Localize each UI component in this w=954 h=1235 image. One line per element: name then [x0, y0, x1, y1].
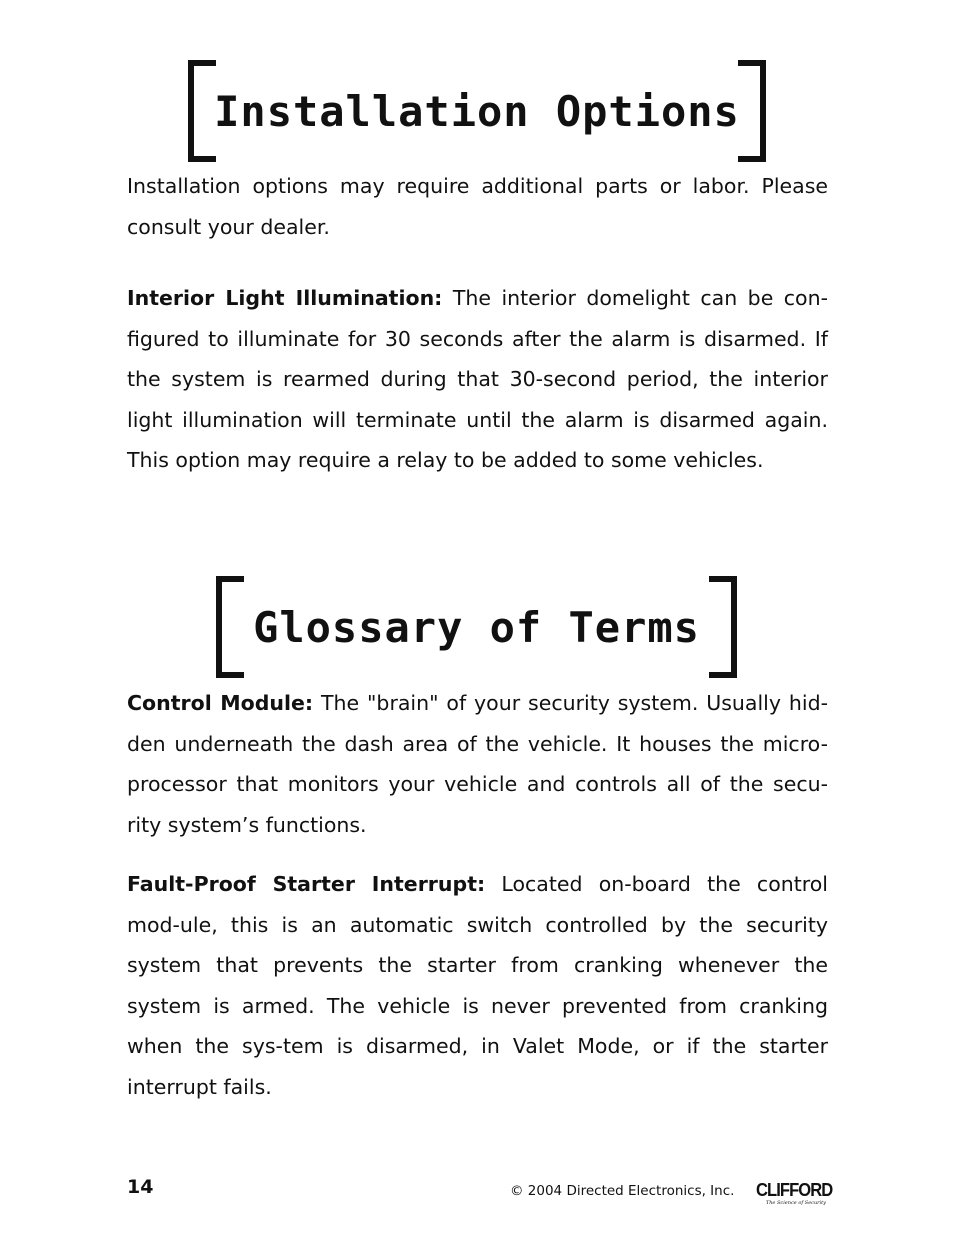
logo-wordmark: CLIFFORD [756, 1180, 833, 1200]
page-number: 14 [127, 1176, 154, 1198]
term-label: Control Module: [127, 691, 314, 715]
left-bracket-decoration [188, 60, 216, 162]
term-paragraph-control-module [127, 683, 828, 845]
heading-title: Glossary of Terms [253, 602, 700, 652]
copyright-notice: © 2004 Directed Electronics, Inc. [510, 1183, 735, 1199]
term-label: Interior Light Illumination: [127, 286, 443, 310]
heading-title: Installation Options [214, 86, 740, 136]
term-description: Located on-board the control mod-ule, this is an automatic switch controlled by the security system that prevents the starter from cranking whenever the system is armed. The vehicle is never prevented from cranking when the sys-tem is disarmed, in Valet Mode, or if the starter interrupt fails. [127, 872, 828, 1099]
clifford-logo [756, 1180, 833, 1210]
term-paragraph-interior-light [127, 278, 828, 481]
intro-paragraph [127, 166, 828, 247]
section-heading-installation-options [188, 60, 766, 162]
right-bracket-decoration [709, 576, 737, 678]
term-description: The "brain" of your security system. Usually hid-den underneath the dash area of the vehicle. It houses the micro-processor that monitors your vehicle and controls all of the secu-rity system’s functions. [127, 691, 828, 837]
section-heading-glossary [216, 576, 737, 678]
logo-tagline: The Science of Security [765, 1200, 826, 1206]
right-bracket-decoration [738, 60, 766, 162]
term-label: Fault-Proof Starter Interrupt: [127, 872, 486, 896]
term-description: The interior domelight can be con-figured to illuminate for 30 seconds after the alarm is disarmed. If the system is rearmed during that 30-second period, the interior light illumination will terminate until the alarm is disarmed again. This option may require a relay to be added to some vehicles. [127, 286, 828, 472]
paragraph-text: Installation options may require additional parts or labor. Please consult your dealer. [127, 174, 828, 239]
left-bracket-decoration [216, 576, 244, 678]
term-paragraph-starter-interrupt [127, 864, 828, 1107]
